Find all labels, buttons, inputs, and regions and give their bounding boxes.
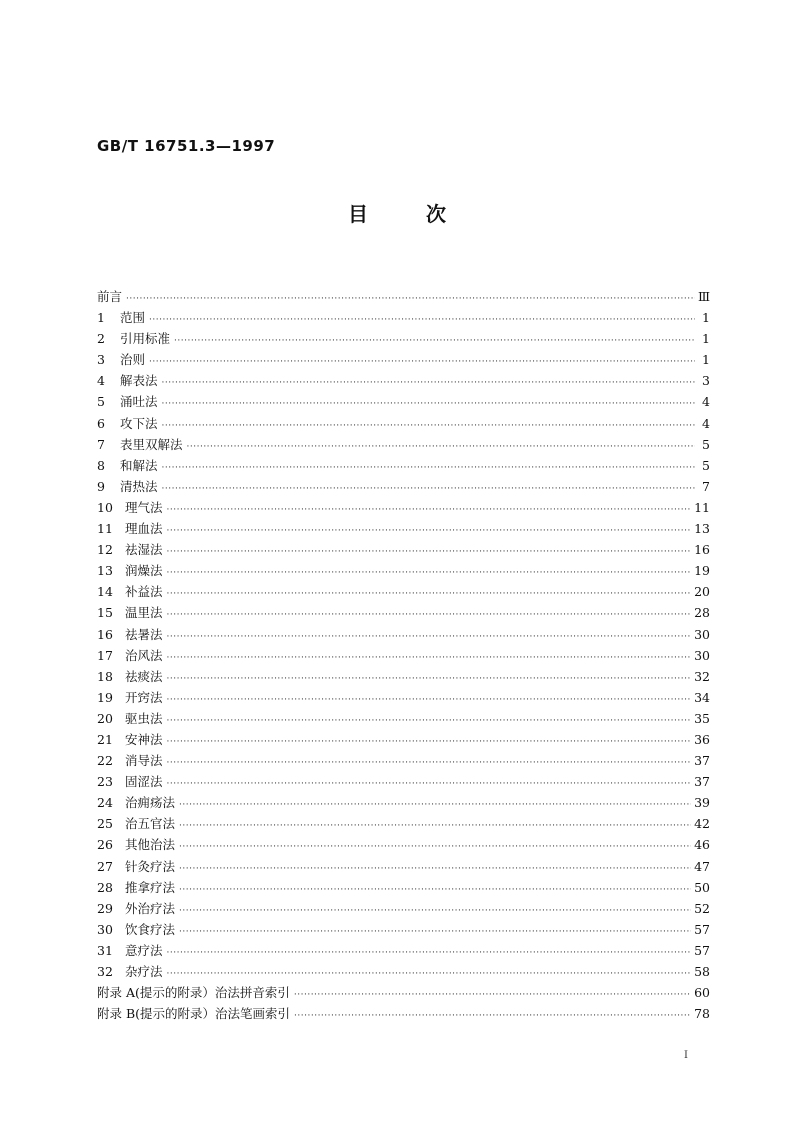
- toc-entry-label: 清热法: [120, 478, 158, 494]
- toc-entry-number: 7: [97, 436, 105, 452]
- toc-entry-label: 温里法: [125, 605, 163, 621]
- table-of-contents: [97, 285, 710, 1023]
- toc-entry-label: 附录 B(提示的附录）治法笔画索引: [97, 1006, 291, 1022]
- toc-entry-label: 涌吐法: [120, 394, 158, 410]
- toc-entry-number: 14: [97, 584, 113, 600]
- toc-dot-leader: [167, 753, 692, 774]
- toc-entry[interactable]: [97, 348, 710, 369]
- toc-entry-label: 治风法: [125, 647, 163, 663]
- toc-entry-page: 30: [694, 626, 710, 642]
- toc-dot-leader: [167, 605, 692, 626]
- page-title: 目次: [348, 202, 504, 226]
- toc-entry-page: 42: [694, 816, 710, 832]
- toc-entry-page: 5: [702, 436, 710, 452]
- toc-entry[interactable]: [97, 770, 710, 791]
- toc-dot-leader: [167, 563, 692, 584]
- toc-dot-leader: [167, 627, 692, 648]
- toc-dot-leader: [179, 880, 691, 901]
- toc-dot-leader: [179, 901, 691, 922]
- toc-dot-leader: [179, 795, 691, 816]
- toc-entry-number: 10: [97, 499, 113, 515]
- toc-entry-label: 攻下法: [120, 415, 158, 431]
- toc-entry-label: 和解法: [120, 457, 158, 473]
- toc-entry-label: 其他治法: [125, 837, 176, 853]
- toc-entry-label: 开窍法: [125, 689, 163, 705]
- toc-entry-number: 9: [97, 478, 105, 494]
- toc-entry[interactable]: [97, 517, 710, 538]
- toc-dot-leader: [179, 859, 691, 880]
- toc-entry[interactable]: [97, 601, 710, 622]
- toc-entry-page: 1: [702, 352, 710, 368]
- toc-entry-number: 11: [97, 521, 113, 537]
- toc-entry-page: 57: [694, 921, 710, 937]
- toc-dot-leader: [162, 479, 695, 500]
- toc-entry-label: 治则: [120, 352, 146, 368]
- toc-entry-label: 固涩法: [125, 774, 163, 790]
- toc-entry[interactable]: [97, 644, 710, 665]
- toc-entry-label: 前言: [97, 289, 123, 304]
- toc-dot-leader: [167, 774, 692, 795]
- toc-entry-page: 28: [694, 605, 710, 621]
- toc-entry-number: 29: [97, 900, 113, 916]
- toc-entry-label: 范围: [120, 310, 146, 326]
- toc-entry-number: 15: [97, 605, 113, 621]
- toc-entry[interactable]: [97, 897, 710, 918]
- toc-entry[interactable]: [97, 791, 710, 812]
- toc-entry-number: 22: [97, 753, 113, 769]
- toc-dot-leader: [167, 690, 692, 711]
- toc-entry-label: 安神法: [125, 731, 163, 747]
- toc-entry-page: 32: [694, 668, 710, 684]
- toc-entry-label: 饮食疗法: [125, 921, 176, 937]
- toc-entry-label: 附录 A(提示的附录）治法拼音索引: [97, 985, 290, 1001]
- toc-entry-page: 16: [694, 542, 710, 558]
- toc-entry[interactable]: [97, 876, 710, 897]
- toc-dot-leader: [187, 437, 695, 458]
- toc-entry-label: 驱虫法: [125, 710, 163, 726]
- toc-entry[interactable]: [97, 960, 710, 981]
- toc-entry[interactable]: [97, 412, 710, 433]
- toc-dot-leader: [162, 373, 695, 394]
- toc-entry-label: 理血法: [125, 521, 163, 537]
- toc-entry-page: 30: [694, 647, 710, 663]
- toc-entry-number: 16: [97, 626, 113, 642]
- toc-entry-number: 25: [97, 816, 113, 832]
- toc-entry-page: 47: [694, 858, 710, 874]
- toc-entry-label: 外治疗法: [125, 900, 176, 916]
- toc-entry-page: 36: [694, 731, 710, 747]
- toc-entry-page: 37: [694, 753, 710, 769]
- toc-entry[interactable]: [97, 918, 710, 939]
- toc-entry-label: 解表法: [120, 373, 158, 389]
- toc-dot-leader: [149, 310, 695, 331]
- toc-entry-number: 19: [97, 689, 113, 705]
- toc-dot-leader: [294, 985, 691, 1006]
- toc-entry[interactable]: [97, 390, 710, 411]
- toc-entry[interactable]: [97, 707, 710, 728]
- toc-entry-label: 润燥法: [125, 563, 163, 579]
- toc-dot-leader: [167, 711, 692, 732]
- toc-entry-number: 8: [97, 457, 105, 473]
- toc-entry-number: 20: [97, 710, 113, 726]
- toc-entry-page: 46: [694, 837, 710, 853]
- toc-entry-number: 12: [97, 542, 113, 558]
- toc-entry[interactable]: [97, 580, 710, 601]
- toc-entry-number: 30: [97, 921, 113, 937]
- toc-entry-page: 4: [702, 415, 710, 431]
- toc-entry-label: 祛痰法: [125, 668, 163, 684]
- toc-entry-page: 19: [694, 563, 710, 579]
- toc-entry-label: 表里双解法: [120, 436, 183, 452]
- toc-dot-leader: [167, 500, 692, 521]
- toc-dot-leader: [167, 584, 692, 605]
- toc-entry-number: 13: [97, 563, 113, 579]
- toc-entry[interactable]: [97, 728, 710, 749]
- toc-entry[interactable]: [97, 559, 710, 580]
- toc-entry-label: 推拿疗法: [125, 879, 176, 895]
- toc-entry[interactable]: [97, 833, 710, 854]
- toc-dot-leader: [294, 1006, 691, 1027]
- toc-dot-leader: [179, 837, 691, 858]
- toc-entry[interactable]: [97, 981, 710, 1002]
- toc-entry-page: 78: [694, 1006, 710, 1022]
- toc-dot-leader: [162, 458, 695, 479]
- toc-entry[interactable]: [97, 939, 710, 960]
- toc-entry[interactable]: [97, 369, 710, 390]
- toc-entry-number: 24: [97, 795, 113, 811]
- toc-entry-number: 32: [97, 964, 113, 979]
- toc-entry-page: 52: [694, 900, 710, 916]
- toc-entry-page: 13: [694, 521, 710, 537]
- toc-entry-number: 6: [97, 415, 105, 431]
- toc-entry-page: 50: [694, 879, 710, 895]
- toc-entry-page: 58: [694, 964, 710, 979]
- toc-entry[interactable]: [97, 1002, 710, 1023]
- toc-dot-leader: [167, 542, 692, 563]
- toc-entry-label: 祛暑法: [125, 626, 163, 642]
- toc-dot-leader: [174, 331, 695, 352]
- toc-entry-number: 21: [97, 731, 113, 747]
- toc-dot-leader: [167, 521, 692, 542]
- toc-dot-leader: [179, 816, 691, 837]
- toc-entry-page: 37: [694, 774, 710, 790]
- toc-entry-page: 57: [694, 942, 710, 958]
- toc-entry[interactable]: [97, 855, 710, 876]
- toc-entry-number: 17: [97, 647, 113, 663]
- toc-entry-label: 消导法: [125, 753, 163, 769]
- toc-entry-number: 27: [97, 858, 113, 874]
- toc-entry-number: 1: [97, 310, 105, 326]
- toc-entry-page: 4: [702, 394, 710, 410]
- toc-entry-page: 60: [694, 985, 710, 1001]
- toc-entry-label: 杂疗法: [125, 964, 163, 979]
- toc-entry-page: 1: [702, 331, 710, 347]
- toc-entry-page: Ⅲ: [697, 289, 710, 304]
- toc-entry-page: 1: [702, 310, 710, 326]
- toc-entry-page: 5: [702, 457, 710, 473]
- toc-entry-number: 31: [97, 942, 113, 958]
- toc-entry-label: 理气法: [125, 499, 163, 515]
- standard-code: GB/T 16751.3—1997: [97, 137, 276, 155]
- toc-entry-number: 18: [97, 668, 113, 684]
- toc-entry[interactable]: [97, 475, 710, 496]
- toc-entry[interactable]: [97, 686, 710, 707]
- toc-entry-number: 2: [97, 331, 105, 347]
- toc-dot-leader: [167, 943, 692, 964]
- toc-entry[interactable]: [97, 749, 710, 770]
- toc-entry-page: 34: [694, 689, 710, 705]
- toc-entry[interactable]: [97, 665, 710, 686]
- toc-dot-leader: [162, 394, 695, 415]
- toc-entry[interactable]: [97, 285, 710, 306]
- toc-entry-page: 11: [694, 499, 710, 515]
- toc-dot-leader: [149, 352, 695, 373]
- toc-entry[interactable]: [97, 327, 710, 348]
- toc-entry-page: 7: [702, 478, 710, 494]
- toc-entry-number: 28: [97, 879, 113, 895]
- toc-entry[interactable]: [97, 538, 710, 559]
- toc-entry-page: 20: [694, 584, 710, 600]
- toc-entry[interactable]: [97, 433, 710, 454]
- toc-entry-label: 治痈疡法: [125, 795, 176, 811]
- toc-entry-number: 23: [97, 774, 113, 790]
- toc-entry-number: 26: [97, 837, 113, 853]
- toc-entry-number: 4: [97, 373, 105, 389]
- toc-entry-label: 治五官法: [125, 816, 176, 832]
- toc-entry-page: 3: [702, 373, 710, 389]
- toc-entry[interactable]: [97, 496, 710, 517]
- page-folio: I: [684, 1050, 688, 1061]
- toc-entry-label: 祛湿法: [125, 542, 163, 558]
- toc-dot-leader: [126, 289, 695, 310]
- toc-entry[interactable]: [97, 812, 710, 833]
- toc-entry-label: 针灸疗法: [125, 858, 176, 874]
- toc-entry-page: 35: [694, 710, 710, 726]
- toc-entry-label: 引用标准: [120, 331, 171, 347]
- toc-entry[interactable]: [97, 306, 710, 327]
- toc-entry[interactable]: [97, 623, 710, 644]
- toc-entry-page: 39: [694, 795, 710, 811]
- toc-entry-number: 3: [97, 352, 105, 368]
- toc-dot-leader: [167, 648, 692, 669]
- toc-entry-label: 意疗法: [125, 942, 163, 958]
- toc-dot-leader: [167, 732, 692, 753]
- toc-entry-label: 补益法: [125, 584, 163, 600]
- toc-entry[interactable]: [97, 454, 710, 475]
- toc-entry-number: 5: [97, 394, 105, 410]
- toc-dot-leader: [162, 416, 695, 437]
- toc-dot-leader: [179, 922, 691, 943]
- toc-dot-leader: [167, 669, 692, 690]
